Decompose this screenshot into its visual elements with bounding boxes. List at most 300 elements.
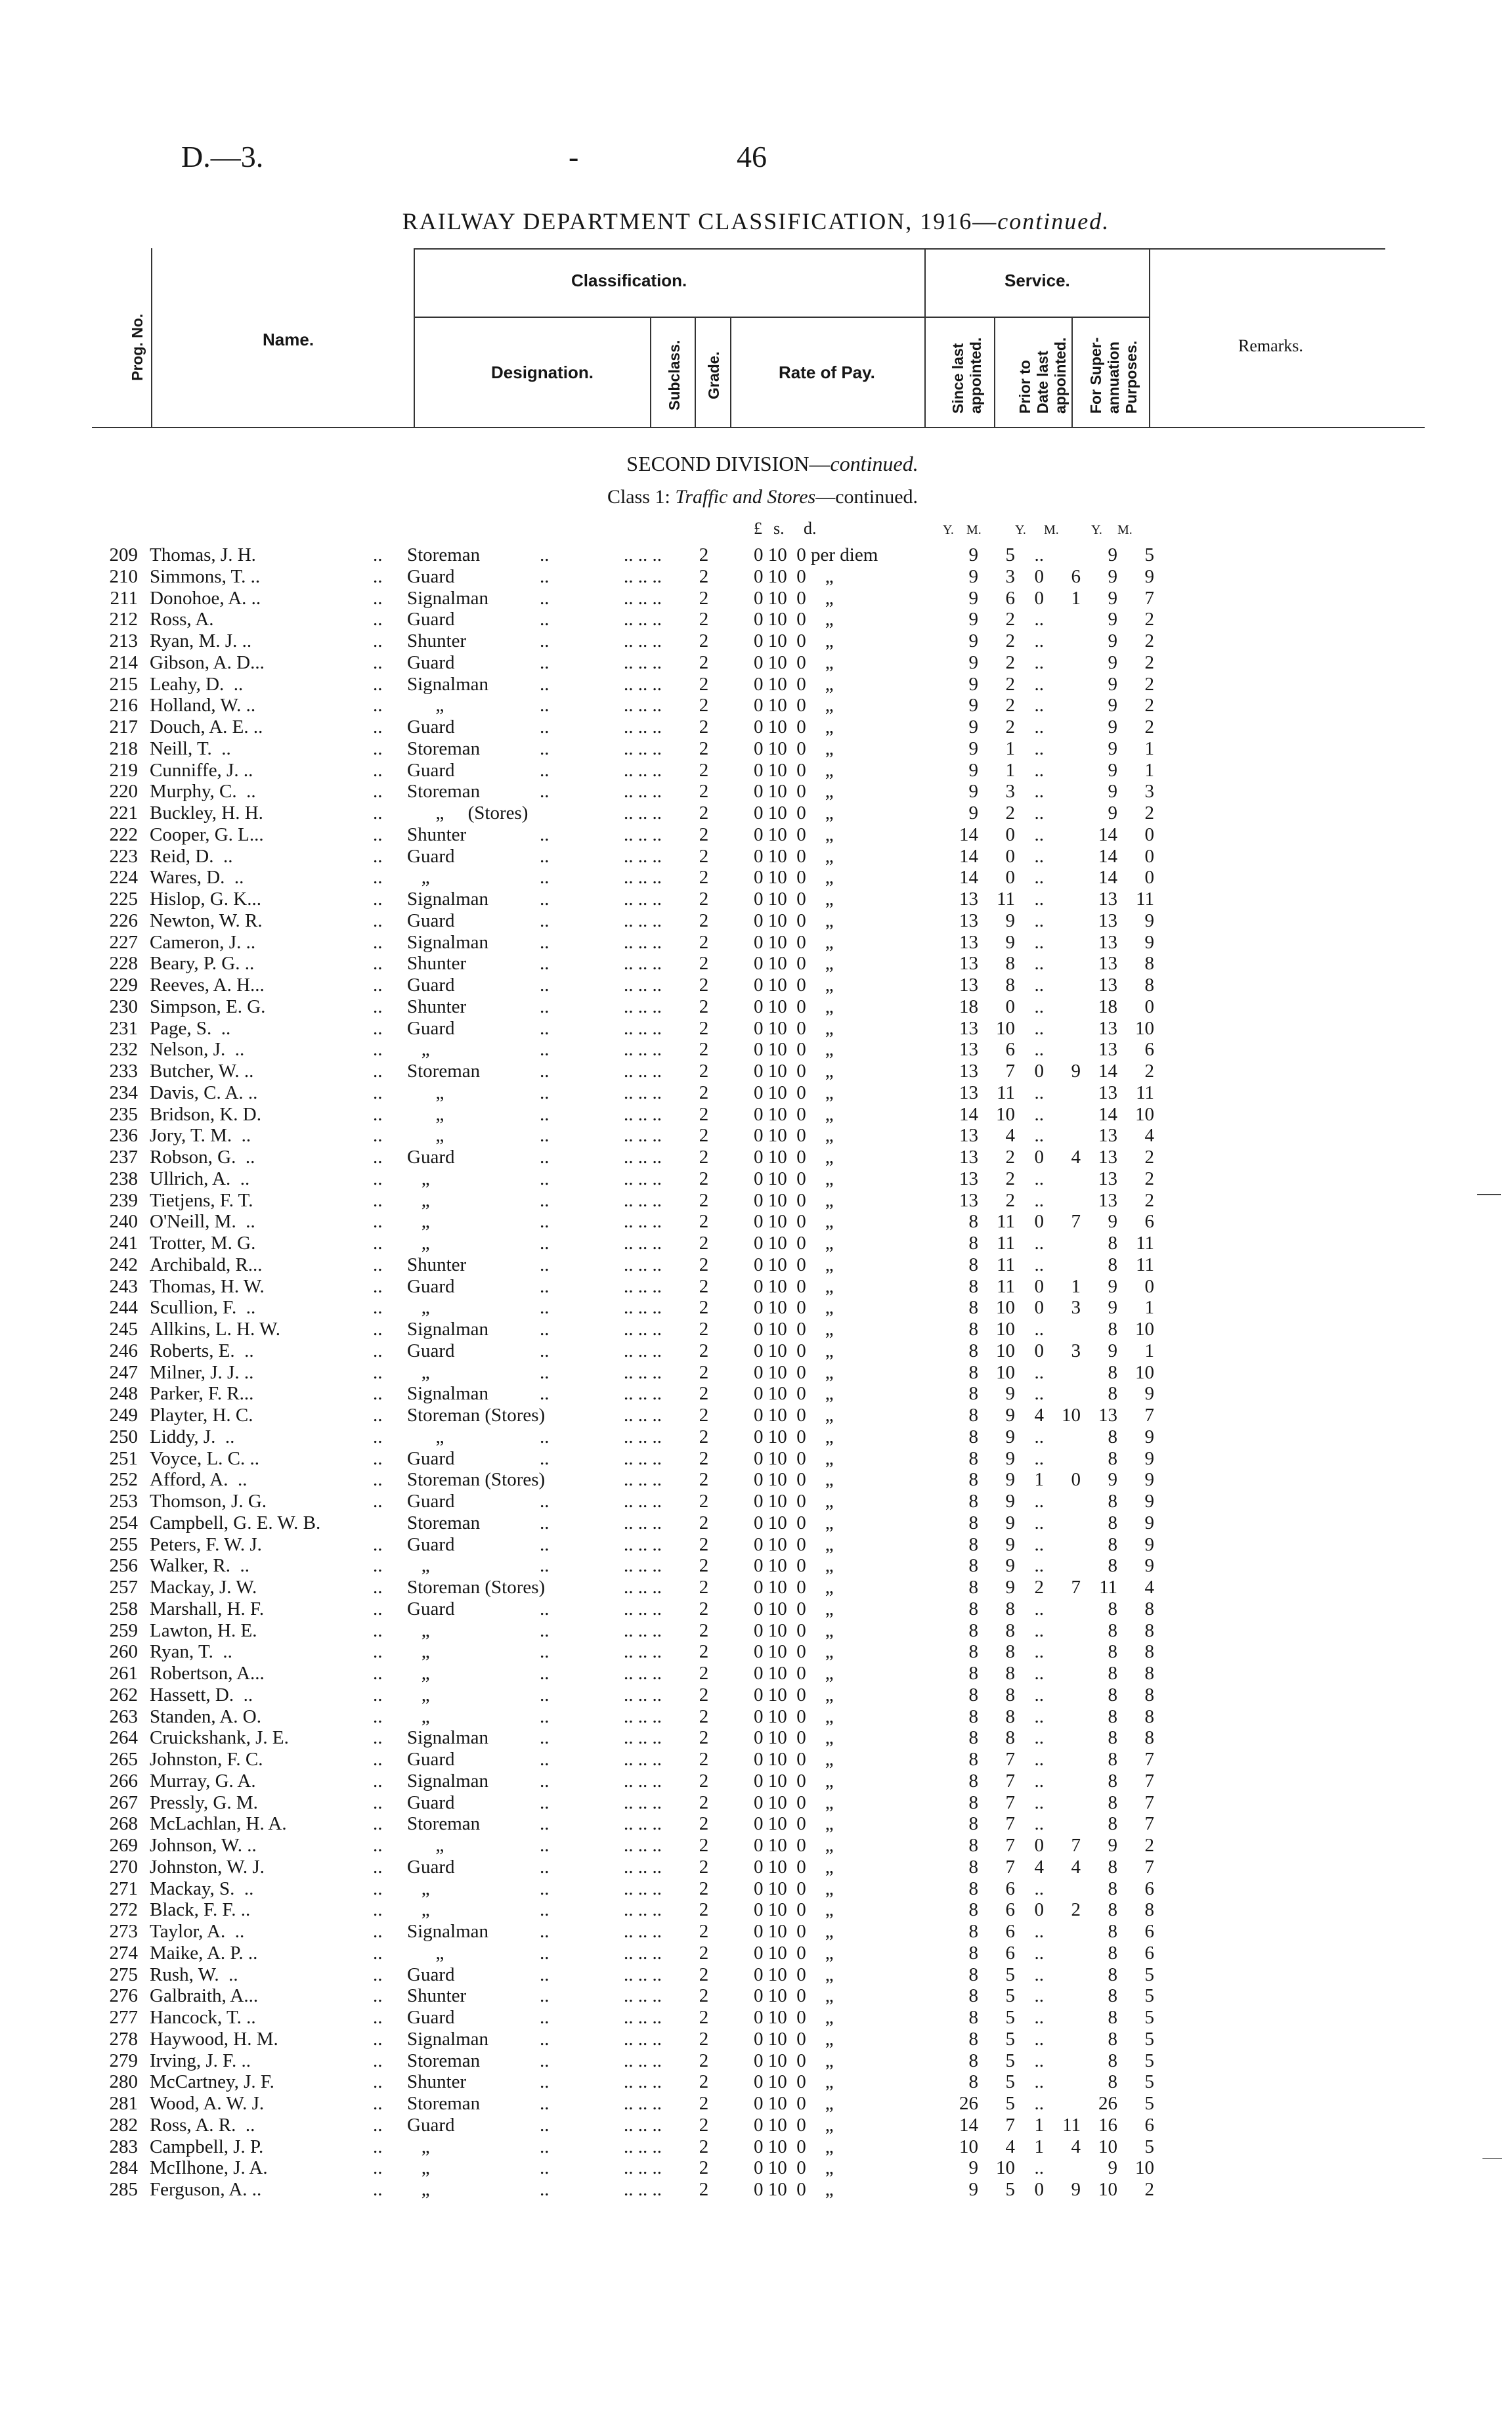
prog-no: 245: [109, 1319, 138, 1340]
super-months: 8: [1144, 953, 1154, 974]
prog-no: 214: [109, 652, 138, 673]
table-row: [0, 1792, 1512, 1813]
super-months: 7: [1144, 1857, 1154, 1878]
leader-dots: ..: [373, 1899, 383, 1920]
super-years: 9: [1108, 588, 1117, 609]
table-row: [0, 1082, 1512, 1103]
grade: 2: [699, 1813, 709, 1834]
super-years: 8: [1108, 1233, 1117, 1254]
leader-dots: ..: [540, 996, 550, 1017]
grade: 2: [699, 1792, 709, 1813]
leader-dots: ..: [540, 2029, 550, 2050]
since-months: 9: [1005, 1469, 1015, 1490]
designation: „: [407, 1641, 430, 1662]
table-row: [0, 2093, 1512, 2114]
since-months: 2: [1005, 1147, 1015, 1168]
page-number: 46: [737, 140, 767, 173]
rate-of-pay: 0 10 0 „: [754, 1598, 834, 1619]
table-row: [0, 1233, 1512, 1254]
since-years: 8: [968, 1297, 978, 1318]
rate-of-pay: 0 10 0 „: [754, 609, 834, 630]
prog-no: 210: [109, 566, 138, 587]
prior-years: 0: [1034, 566, 1044, 587]
prior-months: 3: [1071, 1297, 1081, 1318]
since-months: 0: [1005, 846, 1015, 867]
grade: 2: [699, 2007, 709, 2028]
designation: Storeman: [407, 1813, 481, 1834]
since-months: 0: [1005, 867, 1015, 888]
table-row: [0, 1104, 1512, 1125]
page-title-continued: continued.: [997, 208, 1110, 234]
leader-dots: ..: [373, 695, 383, 716]
employee-name: Trotter, M. G.: [150, 1233, 256, 1254]
super-years: 13: [1098, 1125, 1117, 1146]
header-remarks: Remarks.: [1238, 336, 1303, 355]
leader-dots: ..: [540, 1534, 550, 1555]
grade: 2: [699, 781, 709, 802]
leader-dots: ..: [373, 1577, 383, 1598]
table-row: [0, 932, 1512, 953]
super-years: 8: [1108, 1706, 1117, 1727]
leader-dots: ..: [373, 2157, 383, 2178]
employee-name: Lawton, H. E.: [150, 1620, 257, 1641]
super-months: 0: [1144, 846, 1154, 867]
table-row: [0, 1598, 1512, 1619]
super-years: 9: [1108, 803, 1117, 824]
grade: 2: [699, 846, 709, 867]
leader-dots: ..: [540, 1771, 550, 1792]
leader-dots: ..: [373, 1857, 383, 1878]
since-months: 9: [1005, 1512, 1015, 1533]
employee-name: Maike, A. P. ..: [150, 1943, 258, 1964]
employee-name: Johnston, W. J.: [150, 1857, 265, 1878]
prog-no: 229: [109, 975, 138, 996]
table-row: [0, 609, 1512, 630]
prior-years: ..: [1034, 1125, 1044, 1146]
leader-dots: ..: [540, 1276, 550, 1297]
rate-of-pay: 0 10 0 „: [754, 1297, 834, 1318]
header-designation: Designation.: [491, 363, 594, 382]
table-row: [0, 1641, 1512, 1662]
rate-of-pay: 0 10 0 „: [754, 781, 834, 802]
employee-name: Thomas, J. H.: [150, 544, 256, 565]
prior-months: 6: [1071, 566, 1081, 587]
super-months: 5: [1144, 2071, 1154, 2092]
leader-dots: ..: [540, 1039, 550, 1060]
designation: Guard: [407, 2115, 455, 2136]
header-rate-of-pay: Rate of Pay.: [779, 363, 875, 382]
since-years: 8: [968, 1405, 978, 1426]
leader-dots: ..: [373, 588, 383, 609]
leader-dots: ..: [373, 1405, 383, 1426]
leader-dots: ..: [540, 2093, 550, 2114]
rate-of-pay: 0 10 0 „: [754, 1706, 834, 1727]
prior-months: 1: [1071, 588, 1081, 609]
rate-of-pay: 0 10 0 „: [754, 1276, 834, 1297]
super-years: 8: [1108, 2071, 1117, 2092]
since-months: 8: [1005, 975, 1015, 996]
employee-name: Galbraith, A...: [150, 1985, 259, 2006]
table-row: [0, 1878, 1512, 1899]
prog-no: 235: [109, 1104, 138, 1125]
header-divider: [695, 317, 696, 427]
prior-years: ..: [1034, 2007, 1044, 2028]
designation: Guard: [407, 2007, 455, 2028]
prior-months: 1: [1071, 1276, 1081, 1297]
prog-no: 252: [109, 1469, 138, 1490]
super-years: 9: [1108, 1469, 1117, 1490]
table-row: [0, 1190, 1512, 1211]
leader-dots: .. .. ..: [624, 1943, 662, 1964]
leader-dots: ..: [540, 1964, 550, 1985]
rate-of-pay: 0 10 0 „: [754, 1147, 834, 1168]
employee-name: Roberts, E. ..: [150, 1340, 254, 1361]
header-prior-to: Prior to Date last appointed.: [1016, 337, 1069, 414]
employee-name: Bridson, K. D.: [150, 1104, 261, 1125]
super-months: 8: [1144, 1598, 1154, 1619]
prog-no: 237: [109, 1147, 138, 1168]
leader-dots: .. .. ..: [624, 2050, 662, 2071]
prog-no: 216: [109, 695, 138, 716]
super-years: 11: [1099, 1577, 1117, 1598]
rate-of-pay: 0 10 0 „: [754, 588, 834, 609]
table-row: [0, 1663, 1512, 1684]
header-divider: [1149, 248, 1150, 427]
prior-years: 1: [1034, 2115, 1044, 2136]
since-years: 14: [959, 867, 978, 888]
designation: Signalman: [407, 889, 489, 910]
prior-years: ..: [1034, 1491, 1044, 1512]
table-row: [0, 760, 1512, 781]
grade: 2: [699, 1319, 709, 1340]
class-name: Traffic and Stores: [675, 486, 816, 508]
employee-name: Butcher, W. ..: [150, 1061, 254, 1082]
leader-dots: .. .. ..: [624, 1749, 662, 1770]
super-months: 7: [1144, 1771, 1154, 1792]
since-months: 3: [1005, 566, 1015, 587]
super-months: 10: [1135, 1104, 1154, 1125]
rate-of-pay: 0 10 0 „: [754, 1857, 834, 1878]
table-row: [0, 695, 1512, 716]
super-years: 14: [1098, 846, 1117, 867]
grade: 2: [699, 1943, 709, 1964]
leader-dots: ..: [373, 1190, 383, 1211]
since-months: 6: [1005, 1921, 1015, 1942]
super-years: 9: [1108, 609, 1117, 630]
designation: Guard: [407, 1792, 455, 1813]
prior-years: 1: [1034, 1469, 1044, 1490]
prior-years: ..: [1034, 716, 1044, 737]
table-row: [0, 566, 1512, 587]
grade: 2: [699, 1061, 709, 1082]
rate-of-pay: 0 10 0 „: [754, 824, 834, 845]
grade: 2: [699, 1469, 709, 1490]
super-years: 13: [1098, 1018, 1117, 1039]
prior-years: ..: [1034, 1727, 1044, 1748]
leader-dots: .. .. ..: [624, 2157, 662, 2178]
leader-dots: .. .. ..: [624, 760, 662, 781]
rate-of-pay: 0 10 0 „: [754, 1641, 834, 1662]
super-months: 2: [1144, 716, 1154, 737]
employee-name: Hassett, D. ..: [150, 1684, 253, 1705]
employee-name: Irving, J. F. ..: [150, 2050, 251, 2071]
super-years: 13: [1098, 910, 1117, 931]
since-months: 7: [1005, 1835, 1015, 1856]
prog-no: 258: [109, 1598, 138, 1619]
leader-dots: ..: [373, 1985, 383, 2006]
table-row: [0, 1749, 1512, 1770]
prior-years: 0: [1034, 588, 1044, 609]
employee-name: O'Neill, M. ..: [150, 1211, 255, 1232]
designation: Guard: [407, 1598, 455, 1619]
prior-years: 2: [1034, 1577, 1044, 1598]
unit-months-prior: M.: [1044, 523, 1059, 537]
prior-years: ..: [1034, 1964, 1044, 1985]
employee-name: Newton, W. R.: [150, 910, 263, 931]
prior-years: ..: [1034, 1190, 1044, 1211]
prior-months: 7: [1071, 1577, 1081, 1598]
since-months: 5: [1005, 2050, 1015, 2071]
since-months: 8: [1005, 1598, 1015, 1619]
since-years: 13: [959, 1190, 978, 1211]
since-years: 8: [968, 1620, 978, 1641]
designation: „: [407, 1943, 444, 1964]
employee-name: Ryan, T. ..: [150, 1641, 232, 1662]
designation: Signalman: [407, 932, 489, 953]
since-years: 9: [968, 544, 978, 565]
leader-dots: ..: [373, 1254, 383, 1275]
table-row: [0, 544, 1512, 565]
designation: „: [407, 1426, 444, 1447]
grade: 2: [699, 609, 709, 630]
table-row: [0, 996, 1512, 1017]
table-row: [0, 1254, 1512, 1275]
table-row: [0, 1297, 1512, 1318]
leader-dots: .. .. ..: [624, 1319, 662, 1340]
since-months: 6: [1005, 1039, 1015, 1060]
rate-of-pay: 0 10 0 „: [754, 1491, 834, 1512]
rate-of-pay: 0 10 0 „: [754, 1555, 834, 1576]
designation: Guard: [407, 1276, 455, 1297]
prior-years: ..: [1034, 1985, 1044, 2006]
leader-dots: ..: [373, 1104, 383, 1125]
leader-dots: ..: [373, 889, 383, 910]
header-divider: [414, 248, 415, 427]
since-years: 8: [968, 1534, 978, 1555]
employee-name: Allkins, L. H. W.: [150, 1319, 280, 1340]
prior-years: ..: [1034, 781, 1044, 802]
designation: Storeman (Stores): [407, 1577, 546, 1598]
designation: Shunter: [407, 953, 467, 974]
leader-dots: .. .. ..: [624, 1534, 662, 1555]
leader-dots: ..: [540, 1319, 550, 1340]
prog-no: 225: [109, 889, 138, 910]
prior-months: 2: [1071, 1899, 1081, 1920]
leader-dots: ..: [373, 1039, 383, 1060]
prior-years: ..: [1034, 1082, 1044, 1103]
leader-dots: ..: [373, 760, 383, 781]
leader-dots: ..: [540, 1383, 550, 1404]
super-months: 9: [1144, 1555, 1154, 1576]
super-months: 2: [1144, 630, 1154, 651]
prog-no: 248: [109, 1383, 138, 1404]
prior-years: ..: [1034, 630, 1044, 651]
employee-name: Simpson, E. G.: [150, 996, 266, 1017]
super-years: 8: [1108, 1857, 1117, 1878]
employee-name: Thomas, H. W.: [150, 1276, 265, 1297]
leader-dots: .. .. ..: [624, 1147, 662, 1168]
table-row: [0, 716, 1512, 737]
rate-of-pay: 0 10 0 „: [754, 1018, 834, 1039]
leader-dots: .. .. ..: [624, 566, 662, 587]
since-months: 4: [1005, 2136, 1015, 2157]
leader-dots: ..: [540, 1921, 550, 1942]
since-years: 8: [968, 1964, 978, 1985]
since-years: 8: [968, 1727, 978, 1748]
since-years: 9: [968, 760, 978, 781]
prior-years: ..: [1034, 932, 1044, 953]
designation: Storeman: [407, 2093, 481, 2114]
since-months: 6: [1005, 1899, 1015, 1920]
rate-of-pay: 0 10 0 „: [754, 1426, 834, 1447]
leader-dots: ..: [540, 609, 550, 630]
table-row: [0, 867, 1512, 888]
leader-dots: .. .. ..: [624, 1684, 662, 1705]
grade: 2: [699, 2115, 709, 2136]
since-months: 8: [1005, 1663, 1015, 1684]
header-bottom-rule: [92, 427, 1425, 428]
table-row: [0, 953, 1512, 974]
rate-of-pay: 0 10 0 „: [754, 1469, 834, 1490]
since-months: 2: [1005, 803, 1015, 824]
super-years: 8: [1108, 1383, 1117, 1404]
prog-no: 222: [109, 824, 138, 845]
prog-no: 228: [109, 953, 138, 974]
prog-no: 269: [109, 1835, 138, 1856]
rate-of-pay: 0 10 0 „: [754, 738, 834, 759]
grade: 2: [699, 1878, 709, 1899]
prog-no: 230: [109, 996, 138, 1017]
since-months: 6: [1005, 588, 1015, 609]
prior-months: 3: [1071, 1340, 1081, 1361]
prior-years: ..: [1034, 1878, 1044, 1899]
since-months: 5: [1005, 2029, 1015, 2050]
table-row: [0, 1211, 1512, 1232]
since-months: 9: [1005, 1534, 1015, 1555]
employee-name: McCartney, J. F.: [150, 2071, 274, 2092]
since-months: 8: [1005, 1684, 1015, 1705]
prog-no: 282: [109, 2115, 138, 2136]
since-years: 9: [968, 2157, 978, 2178]
since-years: 26: [959, 2093, 978, 2114]
prior-years: ..: [1034, 1039, 1044, 1060]
grade: 2: [699, 738, 709, 759]
super-months: 6: [1144, 2115, 1154, 2136]
leader-dots: ..: [373, 2179, 383, 2200]
super-months: 6: [1144, 1943, 1154, 1964]
grade: 2: [699, 566, 709, 587]
since-years: 13: [959, 1082, 978, 1103]
leader-dots: ..: [540, 674, 550, 695]
prior-years: 0: [1034, 1211, 1044, 1232]
table-row: [0, 803, 1512, 824]
since-months: 11: [997, 1233, 1015, 1254]
employee-name: Murphy, C. ..: [150, 781, 256, 802]
designation: Shunter: [407, 996, 467, 1017]
grade: 2: [699, 674, 709, 695]
prog-no: 250: [109, 1426, 138, 1447]
super-months: 2: [1144, 1190, 1154, 1211]
table-row: [0, 1727, 1512, 1748]
grade: 2: [699, 1125, 709, 1146]
since-months: 11: [997, 1211, 1015, 1232]
prior-years: 0: [1034, 1340, 1044, 1361]
prog-no: 215: [109, 674, 138, 695]
since-years: 9: [968, 652, 978, 673]
since-years: 8: [968, 1233, 978, 1254]
employee-name: Murray, G. A.: [150, 1771, 256, 1792]
leader-dots: ..: [373, 1018, 383, 1039]
prog-no: 219: [109, 760, 138, 781]
leader-dots: .. .. ..: [624, 1964, 662, 1985]
leader-dots: ..: [540, 1362, 550, 1383]
grade: 2: [699, 1985, 709, 2006]
super-years: 9: [1108, 674, 1117, 695]
prior-years: ..: [1034, 609, 1044, 630]
leader-dots: ..: [540, 1491, 550, 1512]
header-service: Service.: [1004, 271, 1070, 290]
designation: „: [407, 2157, 430, 2178]
rate-of-pay: 0 10 0 „: [754, 1985, 834, 2006]
since-years: 8: [968, 2050, 978, 2071]
leader-dots: ..: [540, 1297, 550, 1318]
super-months: 11: [1136, 1233, 1154, 1254]
leader-dots: ..: [540, 1233, 550, 1254]
rate-of-pay: 0 10 0 „: [754, 975, 834, 996]
prog-no: 276: [109, 1985, 138, 2006]
leader-dots: .. .. ..: [624, 1276, 662, 1297]
leader-dots: .. .. ..: [624, 716, 662, 737]
employee-name: McIlhone, J. A.: [150, 2157, 268, 2178]
prior-years: ..: [1034, 803, 1044, 824]
prior-years: 0: [1034, 1899, 1044, 1920]
leader-dots: ..: [373, 2050, 383, 2071]
table-row: [0, 1943, 1512, 1964]
table-row: [0, 1985, 1512, 2006]
employee-name: Holland, W. ..: [150, 695, 256, 716]
prior-years: ..: [1034, 1684, 1044, 1705]
leader-dots: ..: [540, 760, 550, 781]
since-years: 8: [968, 1276, 978, 1297]
unit-years-super: Y.: [1091, 523, 1102, 537]
super-months: 5: [1144, 1964, 1154, 1985]
rate-of-pay: 0 10 0 „: [754, 803, 834, 824]
super-months: 1: [1144, 1297, 1154, 1318]
super-years: 9: [1108, 1835, 1117, 1856]
employee-name: Davis, C. A. ..: [150, 1082, 258, 1103]
grade: 2: [699, 1383, 709, 1404]
grade: 2: [699, 1362, 709, 1383]
header-divider: [650, 317, 651, 427]
employee-name: Hislop, G. K...: [150, 889, 261, 910]
leader-dots: .. .. ..: [624, 1577, 662, 1598]
designation: Signalman: [407, 2029, 489, 2050]
super-months: 0: [1144, 996, 1154, 1017]
table-row: [0, 1383, 1512, 1404]
designation: Guard: [407, 1534, 455, 1555]
prog-no: 279: [109, 2050, 138, 2071]
table-row: [0, 2029, 1512, 2050]
